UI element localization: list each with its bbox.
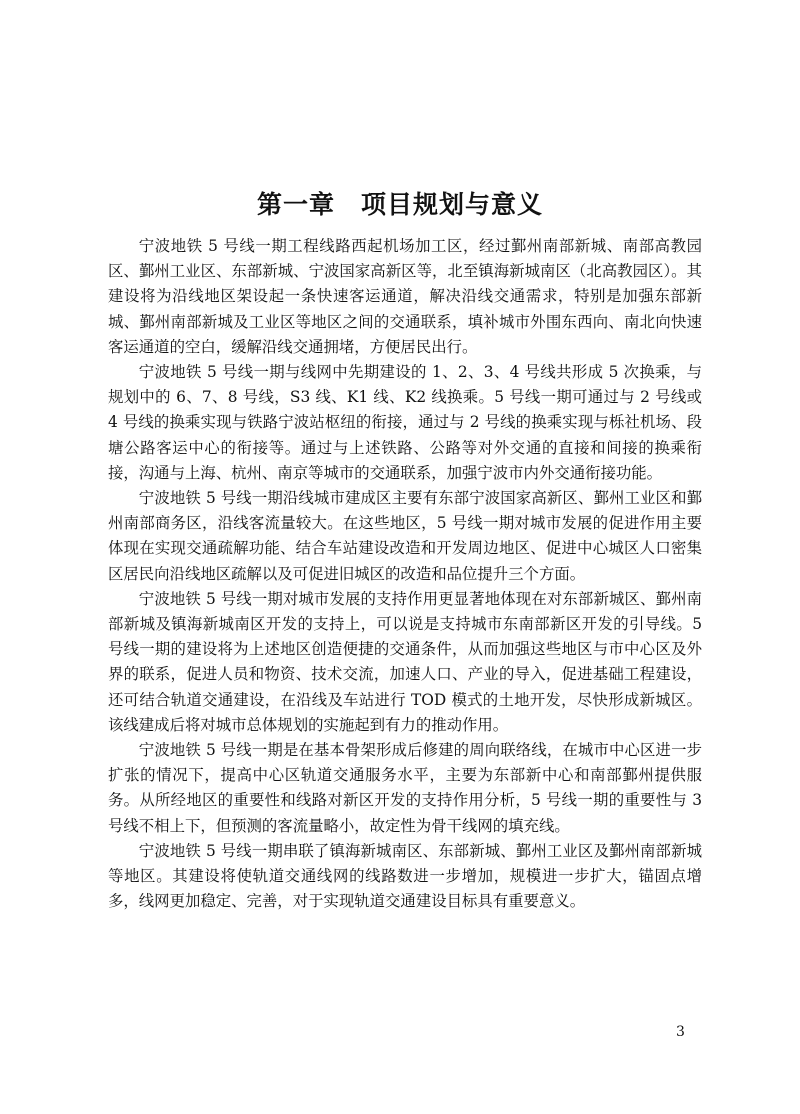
chapter-title: 第一章 项目规划与意义	[256, 189, 543, 219]
body-text	[108, 234, 702, 914]
paragraph-4: 宁波地铁 5 号线一期对城市发展的支持作用更显著地体现在对东部新城区、鄞州南部新城及镇海新城南区开发的支持上，可以说是支持城市东南部新区开发的引导线。5 号线一期的建设将为上述地区创造便捷的交通条件，从而加强这些地区与市中心区及外界的联系，促进人员和物资、技术交流，加速人口、产业的导入，促进基础工程建设，还可结合轨道交通建设，在沿线及车站进行 TOD 模式的土地开发，尽快形成新城区。该线建成后将对城市总体规划的实施起到有力的推动作用。	[108, 589, 702, 734]
paragraph-1: 宁波地铁 5 号线一期工程线路西起机场加工区，经过鄞州南部新城、南部高教园区、鄞州工业区、东部新城、宁波国家高新区等，北至镇海新城南区（北高教园区）。其建设将为沿线地区架设起一条快速客运通道，解决沿线交通需求，特别是加强东部新城、鄞州南部新城及工业区等地区之间的交通联系，填补城市外围东西向、南北向快速客运通道的空白，缓解沿线交通拥堵，方便居民出行。	[108, 237, 702, 356]
paragraph-6: 宁波地铁 5 号线一期串联了镇海新城南区、东部新城、鄞州工业区及鄞州南部新城等地区。其建设将使轨道交通线网的线路数进一步增加，规模进一步扩大，锚固点增多，线网更加稳定、完善，对于实现轨道交通建设目标具有重要意义。	[108, 841, 702, 911]
paragraph-3: 宁波地铁 5 号线一期沿线城市建成区主要有东部宁波国家高新区、鄞州工业区和鄞州南部商务区，沿线客流量较大。在这些地区，5 号线一期对城市发展的促进作用主要体现在实现交通疏解功能、结合车站建设改造和开发周边地区、促进中心城区人口密集区居民向沿线地区疏解以及可促进旧城区的改造和品位提升三个方面。	[108, 489, 702, 583]
paragraph-5: 宁波地铁 5 号线一期是在基本骨架形成后修建的周向联络线，在城市中心区进一步扩张的情况下，提高中心区轨道交通服务水平，主要为东部新中心和南部鄞州提供服务。从所经地区的重要性和线路对新区开发的支持作用分析，5 号线一期的重要性与 3 号线不相上下，但预测的客流量略小，故定性为骨干线网的填充线。	[108, 741, 702, 835]
paragraph-2: 宁波地铁 5 号线一期与线网中先期建设的 1、2、3、4 号线共形成 5 次换乘，与规划中的 6、7、8 号线，S3 线、K1 线、K2 线换乘。5 号线一期可通过与 2 号线或 4 号线的换乘实现与铁路宁波站枢纽的衔接，通过与 2 号线的换乘实现与栎社机场、段塘公路客运中心的衔接等。通过与上述铁路、公路等对外交通的直接和间接的换乘衔接，沟通与上海、杭州、南京等城市的交通联系，加强宁波市内外交通衔接功能。	[108, 363, 702, 482]
page-number: 3	[676, 1024, 685, 1040]
